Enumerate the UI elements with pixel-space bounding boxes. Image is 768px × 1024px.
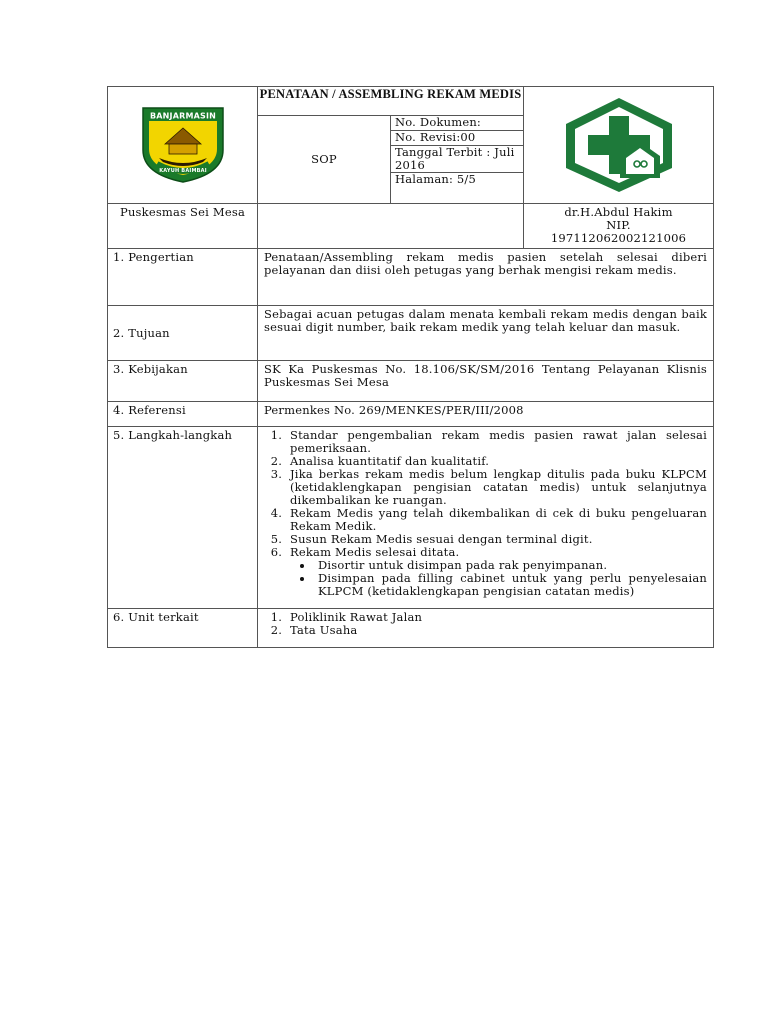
content-tujuan: Sebagai acuan petugas dalam menata kembali rekam medis dengan baik sesuai digit number, baik rekam medik yang telah keluar dan masuk. <box>258 306 714 361</box>
title-meta-table <box>258 87 523 203</box>
no-revisi: No. Revisi:00 <box>391 131 524 146</box>
step-text: Rekam Medis selesai ditata. <box>290 545 460 559</box>
title-cell <box>258 87 524 204</box>
content-unit-terkait <box>258 609 714 648</box>
left-logo-cell <box>108 87 258 204</box>
document-title: PENATAAN / ASSEMBLING REKAM MEDIS <box>258 87 523 116</box>
header-row <box>108 87 714 204</box>
row-unit-terkait <box>108 609 714 648</box>
step-item: 3. Jika berkas rekam medis belum lengkap ditulis pada buku KLPCM (ketidaklengkapan pengisian catatan medis) untuk selanjutnya dikembalikan ke ruangan. <box>286 468 707 507</box>
puskesmas-logo <box>556 94 682 194</box>
label-referensi: 4. Referensi <box>108 402 258 427</box>
label-tujuan: 2. Tujuan <box>108 306 258 361</box>
signatory-cell <box>524 204 714 249</box>
content-pengertian: Penataan/Assembling rekam medis pasien setelah selesai diberi pelayanan dan diisi oleh petugas yang berhak mengisi rekam medis. <box>258 249 714 306</box>
content-kebijakan: SK Ka Puskesmas No. 18.106/SK/SM/2016 Tentang Pelayanan Klisnis Puskesmas Sei Mesa <box>258 361 714 402</box>
logo-bottom-text: KAYUH BAIMBAI <box>158 167 207 174</box>
sop-document-table <box>107 86 714 648</box>
label-kebijakan: 3. Kebijakan <box>108 361 258 402</box>
step-item-with-substeps <box>286 546 707 598</box>
row-langkah <box>108 427 714 609</box>
sub-steps-list <box>290 559 707 598</box>
nip-number: 197112062002121006 <box>550 231 687 245</box>
signatory-empty-cell <box>258 204 524 249</box>
halaman: Halaman: 5/5 <box>395 172 477 186</box>
label-pengertian: 1. Pengertian <box>108 249 258 306</box>
label-langkah: 5. Langkah-langkah <box>108 427 258 609</box>
content-referensi: Permenkes No. 269/MENKES/PER/III/2008 <box>258 402 714 427</box>
row-pengertian <box>108 249 714 306</box>
row-tujuan <box>108 306 714 361</box>
sub-step-item: • Disortir untuk disimpan pada rak penyimpanan. <box>314 559 707 572</box>
signatory-name: dr.H.Abdul Hakim <box>564 205 673 219</box>
tanggal-terbit: Tanggal Terbit : Juli 2016 <box>391 146 524 173</box>
no-dokumen: No. Dokumen: <box>391 116 524 131</box>
row-kebijakan <box>108 361 714 402</box>
label-unit-terkait: 6. Unit terkait <box>108 609 258 648</box>
banjarmasin-logo <box>135 104 231 184</box>
signatory-row <box>108 204 714 249</box>
unit-list <box>264 611 707 637</box>
step-item: 4. Rekam Medis yang telah dikembalikan di cek di buku pengeluaran Rekam Medik. <box>286 507 707 533</box>
sub-step-item: • Disimpan pada filling cabinet untuk yang perlu penyelesaian KLPCM (ketidaklengkapan pengisian catatan medis) <box>314 572 707 598</box>
content-langkah <box>258 427 714 609</box>
row-referensi <box>108 402 714 427</box>
nip-label: NIP. <box>606 218 631 232</box>
unit-item: 1. Poliklinik Rawat Jalan <box>286 611 707 624</box>
steps-list <box>264 429 707 598</box>
unit-item: 2. Tata Usaha <box>286 624 707 637</box>
logo-top-text: BANJARMASIN <box>149 111 216 120</box>
institution-name: Puskesmas Sei Mesa <box>108 204 258 249</box>
step-item: 1. Standar pengembalian rekam medis pasien rawat jalan selesai pemeriksaan. <box>286 429 707 455</box>
step-item: 2. Analisa kuantitatif dan kualitatif. <box>286 455 707 468</box>
sop-label: SOP <box>258 116 391 204</box>
right-logo-cell <box>524 87 714 204</box>
step-item: 5. Susun Rekam Medis sesuai dengan terminal digit. <box>286 533 707 546</box>
